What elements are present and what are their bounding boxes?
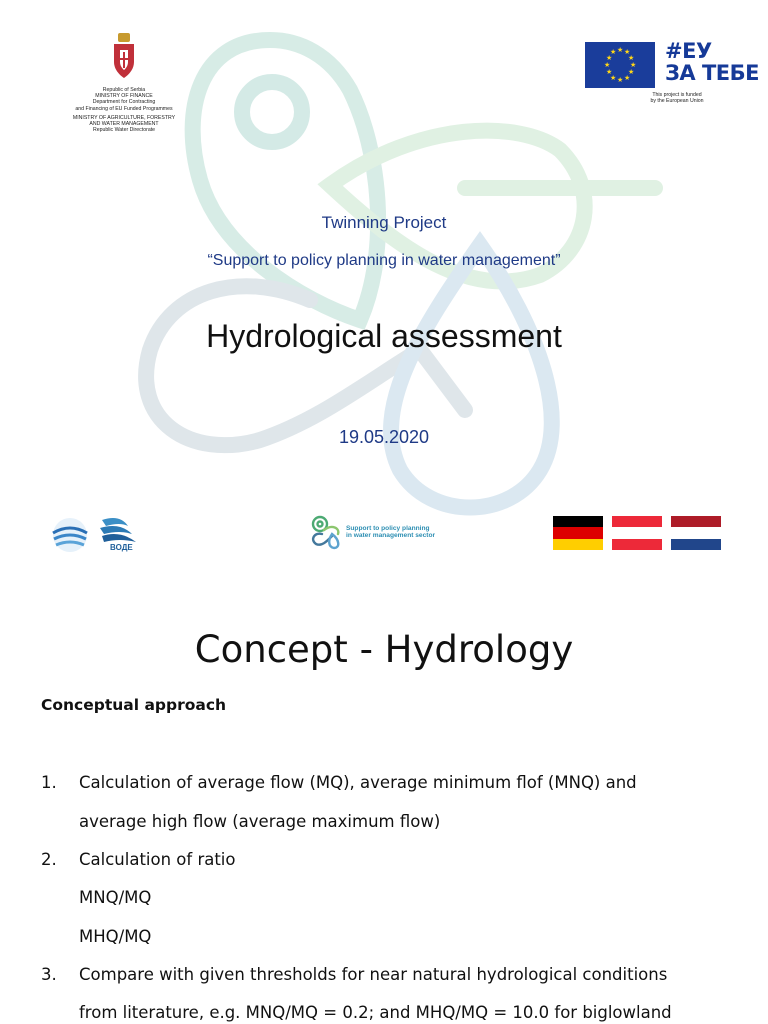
list-item-number: 3. — [41, 965, 57, 984]
serbia-line: MINISTRY OF AGRICULTURE, FORESTRY — [72, 114, 176, 121]
svg-text:★: ★ — [628, 54, 635, 62]
page-title: Hydrological assessment — [206, 318, 562, 354]
flag-stripe — [612, 516, 662, 527]
eu-note-line: by the European Union — [650, 98, 704, 105]
list-item-number: 2. — [41, 850, 57, 869]
vode-label: ВОДЕ — [110, 543, 133, 552]
svg-text:★: ★ — [606, 54, 613, 62]
serbia-line: MINISTRY OF FINANCE — [95, 93, 153, 100]
project-logo-line: in water management sector — [346, 532, 436, 540]
list-item-line: average high flow (average maximum flow) — [79, 812, 441, 831]
watermark-loop — [146, 286, 465, 445]
serbia-line: Department for Contracting — [92, 99, 156, 106]
serbia-ministry-header — [60, 32, 188, 133]
eu-slogan — [665, 40, 759, 84]
svg-text:★: ★ — [610, 48, 617, 56]
svg-text:★: ★ — [617, 76, 624, 84]
svg-text:★: ★ — [604, 61, 611, 69]
eu-slogan-line: #ЕУ — [665, 39, 712, 63]
eu-funding-note — [637, 92, 717, 104]
flag-stripe — [671, 527, 721, 538]
eu-flag-icon — [585, 42, 655, 88]
list-item-line: Calculation of average flow (MQ), average minimum flof (MNQ) and — [79, 773, 637, 792]
flag-stripe — [671, 516, 721, 527]
netherlands-flag-icon — [671, 516, 721, 550]
project-quote: “Support to policy planning in water management” — [207, 252, 561, 269]
svg-text:★: ★ — [628, 68, 635, 76]
project-swirl-icon — [308, 514, 344, 552]
svg-text:★: ★ — [617, 46, 624, 54]
flag-stripe — [553, 527, 603, 538]
eu-note-line: This project is funded — [652, 92, 702, 98]
concept-title: Concept - Hydrology — [194, 628, 574, 671]
svg-text:★: ★ — [606, 68, 613, 76]
list-item-number: 1. — [41, 773, 57, 792]
list-item-line: MNQ/MQ — [79, 888, 152, 907]
serbian-coat-of-arms-icon — [109, 32, 139, 80]
svg-text:★: ★ — [630, 61, 637, 69]
project-logo-line: Support to policy planning — [346, 525, 430, 532]
watermark-ring — [242, 82, 302, 142]
vode-logo — [98, 516, 140, 554]
project-logo-text — [346, 525, 456, 540]
flag-stripe — [553, 516, 603, 527]
list-item-line: from literature, e.g. MNQ/MQ = 0.2; and MHQ/MQ = 10.0 for biglowland — [79, 1003, 672, 1022]
serbia-line: AND WATER MANAGEMENT — [89, 121, 159, 128]
water-agency-logo-icon — [50, 515, 90, 553]
serbia-line: and Financing of EU Funded Programmes — [75, 105, 173, 112]
vode-logo-icon — [98, 516, 140, 546]
eu-slogan-line: ЗА ТЕБЕ — [665, 61, 760, 85]
twinning-label: Twinning Project — [321, 213, 447, 232]
flag-stripe — [612, 527, 662, 538]
section-subheading: Conceptual approach — [41, 696, 227, 714]
presentation-date: 19.05.2020 — [338, 427, 430, 447]
flag-stripe — [612, 539, 662, 550]
germany-flag-icon — [553, 516, 603, 550]
svg-text:★: ★ — [610, 74, 617, 82]
list-item-line: Calculation of ratio — [79, 850, 236, 869]
serbia-line: Republic Water Directorate — [92, 127, 156, 134]
svg-text:★: ★ — [624, 74, 631, 82]
list-item-line: MHQ/MQ — [79, 927, 152, 946]
flag-stripe — [671, 539, 721, 550]
svg-text:★: ★ — [624, 48, 631, 56]
austria-flag-icon — [612, 516, 662, 550]
serbia-line: Republic of Serbia — [102, 87, 146, 93]
project-logo — [308, 514, 448, 552]
flag-stripe — [553, 539, 603, 550]
list-item-line: Compare with given thresholds for near natural hydrological conditions — [79, 965, 668, 984]
